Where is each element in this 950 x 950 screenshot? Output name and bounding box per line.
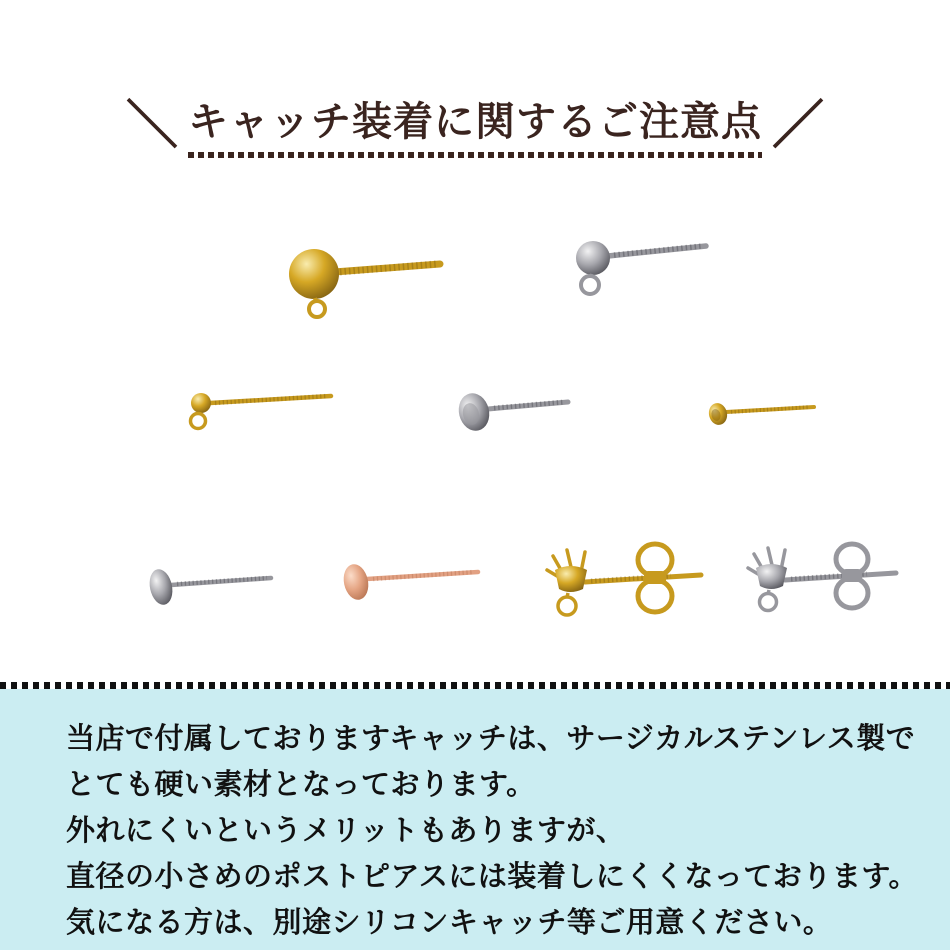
gold-cup-post-image — [706, 398, 818, 432]
notice-line: 外れにくいというメリットもありますが、 — [66, 815, 626, 847]
dotted-divider — [0, 682, 950, 689]
silver-ball-post-with-loop-image — [560, 228, 710, 306]
notice-line: 当店で付属しておりますキャッチは、サージカルステンレス製で — [66, 723, 916, 755]
rose-gold-flat-pad-post-image — [340, 560, 482, 608]
gold-ball-post-with-loop-small-image — [185, 382, 335, 434]
silver-cup-post-image — [450, 390, 572, 438]
title-slash-left: ＼ — [125, 97, 178, 155]
notice-text-box — [0, 689, 950, 950]
product-gallery — [0, 180, 950, 680]
gold-ball-post-with-loop-large-image — [268, 232, 448, 320]
header — [0, 98, 950, 158]
page-title: キャッチ装着に関するご注意点 — [188, 98, 762, 158]
silver-crown-post-with-butterfly-catch-image — [745, 540, 903, 622]
notice-line: 直径の小さめのポストピアスには装着しにくくなっております。 — [66, 861, 919, 893]
notice-line: とても硬い素材となっております。 — [66, 769, 536, 801]
title-slash-right: ／ — [772, 97, 825, 155]
silver-flat-pad-post-image — [145, 563, 275, 611]
gold-crown-post-with-butterfly-catch-image — [543, 540, 708, 628]
notice-line: 気になる方は、別途シリコンキャッチ等ご用意ください。 — [66, 907, 833, 939]
